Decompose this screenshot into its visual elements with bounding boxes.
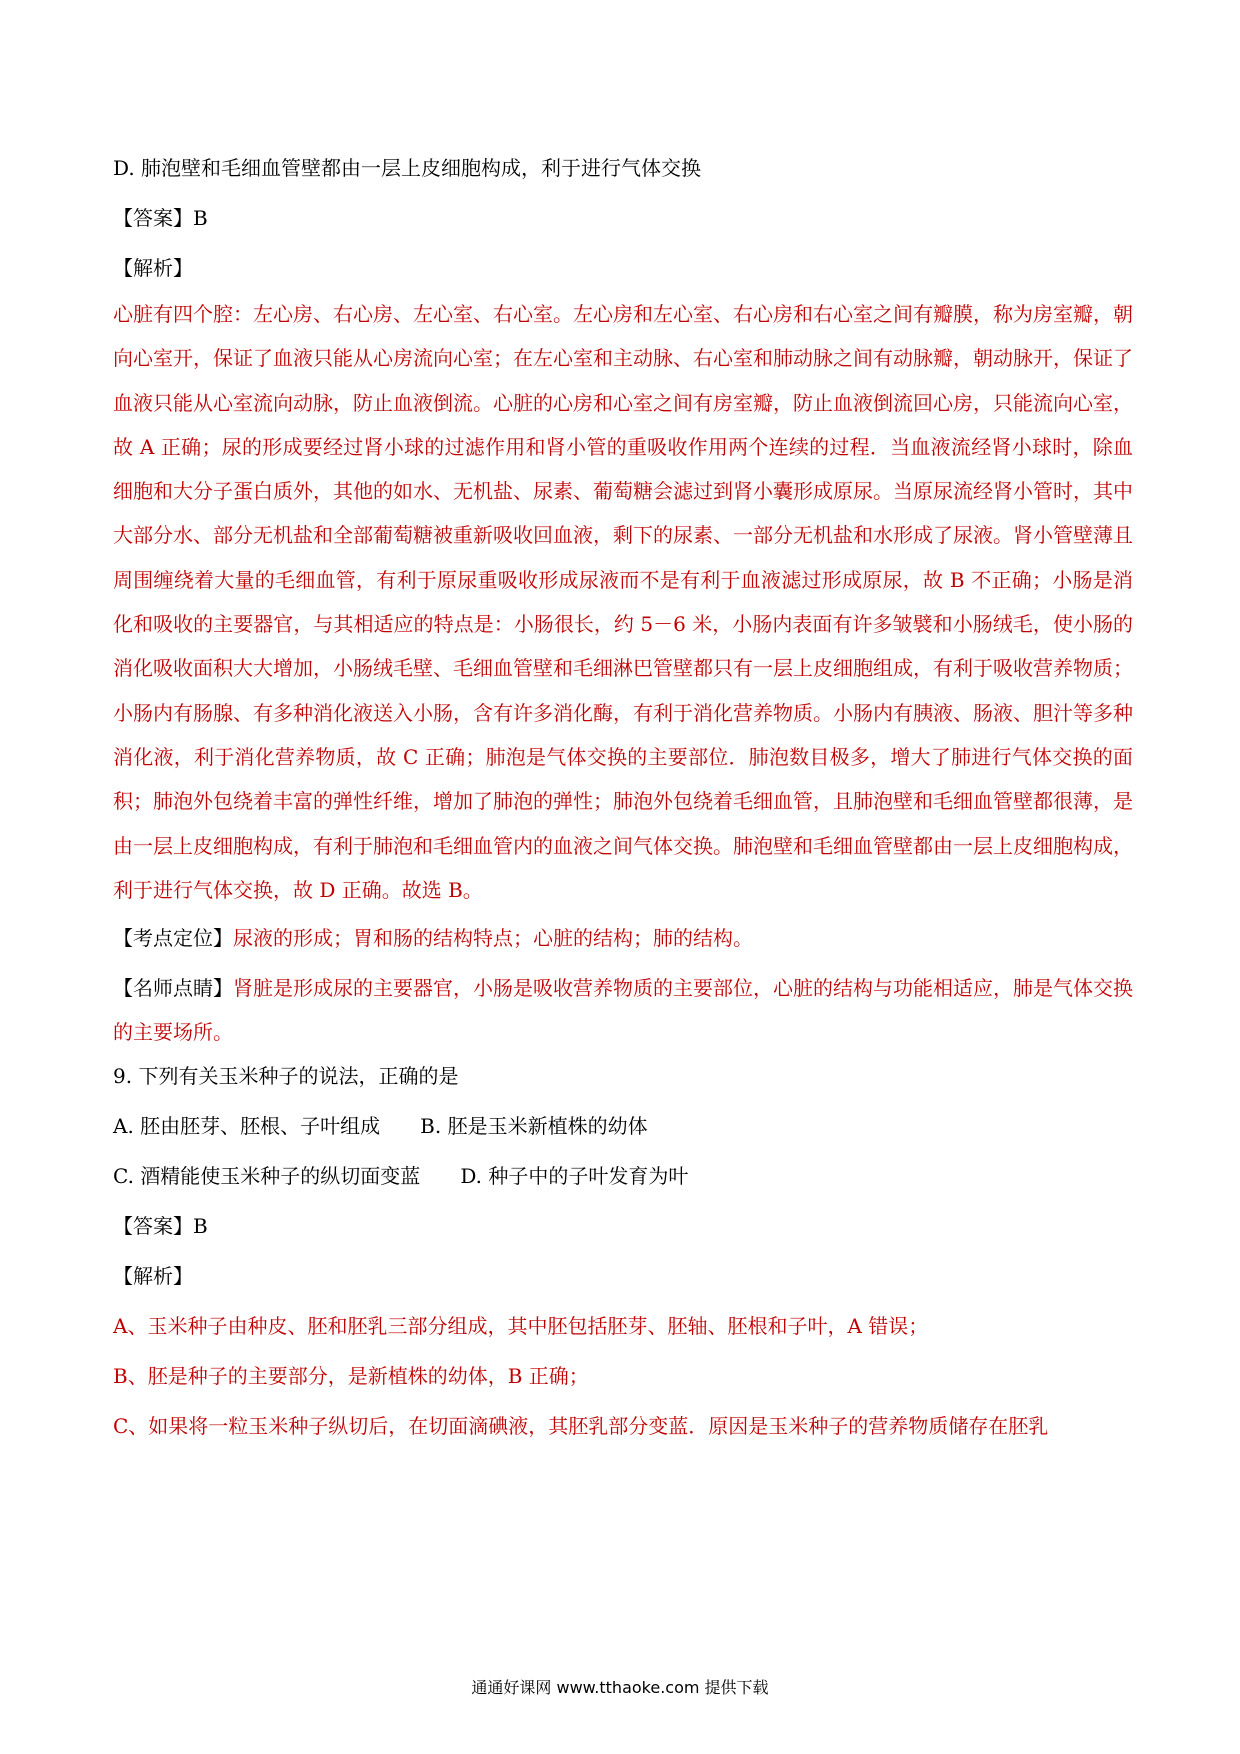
q8-keypoint-text: 尿液的形成；胃和肠的结构特点；心脏的结构；肺的结构。 — [233, 926, 753, 951]
q9-option-b: B. 胚是玉米新植株的幼体 — [420, 1114, 648, 1139]
q9-analysis-c: C、如果将一粒玉米种子纵切后，在切面滴碘液，其胚乳部分变蓝．原因是玉米种子的营养物质储存在胚乳 — [113, 1414, 1049, 1439]
q9-option-d: D. 种子中的子叶发育为叶 — [460, 1164, 689, 1189]
q8-answer-value: B — [193, 206, 208, 230]
q9-options-row-1 — [113, 1114, 1133, 1138]
q9-answer — [113, 1214, 1133, 1238]
q9-option-c: C. 酒精能使玉米种子的纵切面变蓝 — [113, 1164, 421, 1189]
q9-analysis-label: 【解析】 — [113, 1264, 193, 1289]
q8-analysis-label: 【解析】 — [113, 256, 193, 280]
page-content — [113, 156, 1133, 1464]
q8-answer — [113, 206, 1133, 230]
q9-analysis-a: A、玉米种子由种皮、胚和胚乳三部分组成，其中胚包括胚芽、胚轴、胚根和子叶，A 错误； — [113, 1314, 929, 1339]
q8-tip-text: 肾脏是形成尿的主要器官，小肠是吸收营养物质的主要部位，心脏的结构与功能相适应，肺是气体交换的主要场所。 — [113, 976, 1133, 1045]
q9-analysis-b: B、胚是种子的主要部分，是新植株的幼体，B 正确； — [113, 1364, 589, 1389]
q8-tip-label: 【名师点睛】 — [113, 976, 233, 1001]
q9-option-a: A. 胚由胚芽、胚根、子叶组成 — [113, 1114, 381, 1139]
q8-answer-label: 【答案】 — [113, 206, 193, 230]
q9-answer-value: B — [193, 1214, 208, 1239]
q8-tip — [113, 966, 1133, 1054]
q8-keypoint-label: 【考点定位】 — [113, 926, 233, 951]
page-footer: 通通好课网 www.tthaoke.com 提供下载 — [471, 1678, 769, 1697]
q9-question: 9. 下列有关玉米种子的说法，正确的是 — [113, 1064, 459, 1089]
q8-analysis-text: 心脏有四个腔：左心房、右心房、左心室、右心室。左心房和左心室、右心房和右心室之间有瓣膜，称为房室瓣，朝向心室开，保证了血液只能从心房流向心室；在左心室和主动脉、右心室和肺动脉之间有动脉瓣，朝动脉开，保证了血液只能从心室流向动脉，防止血液倒流。心脏的心房和心室之间有房室瓣，防止血液倒流回心房，只能流向心室，故 A 正确；尿的形成要经过肾小球的过滤作用和肾小管的重吸收作用两个连续的过程．当血液流经肾小球时，除血细胞和大分子蛋白质外，其他的如水、无机盐、尿素、葡萄糖会滤过到肾小囊形成原尿。当原尿流经肾小管时，其中大部分水、部分无机盐和全部葡萄糖被重新吸收回血液，剩下的尿素、一部分无机盐和水形成了尿液。肾小管壁薄且周围缠绕着大量的毛细血管，有利于原尿重吸收形成尿液而不是有利于血液滤过形成原尿，故 B 不正确；小肠是消化和吸收的主要器官，与其相适应的特点是：小肠很长，约 5－6 米，小肠内表面有许多皱襞和小肠绒毛，使小肠的消化吸收面积大大增加，小肠绒毛壁、毛细血管壁和毛细淋巴管壁都只有一层上皮细胞组成，有利于吸收营养物质；小肠内有肠腺、有多种消化液送入小肠，含有许多消化酶，有利于消化营养物质。小肠内有胰液、肠液、胆汁等多种消化液，利于消化营养物质，故 C 正确；肺泡是气体交换的主要部位．肺泡数目极多，增大了肺进行气体交换的面积；肺泡外包绕着丰富的弹性纤维，增加了肺泡的弹性；肺泡外包绕着毛细血管，且肺泡壁和毛细血管壁都很薄，是由一层上皮细胞构成，有利于肺泡和毛细血管内的血液之间气体交换。肺泡壁和毛细血管壁都由一层上皮细胞构成，利于进行气体交换，故 D 正确。故选 B。 — [113, 302, 1133, 902]
q9-answer-label: 【答案】 — [113, 1214, 193, 1239]
q9-options-row-2 — [113, 1164, 1133, 1188]
q8-option-d: D. 肺泡壁和毛细血管壁都由一层上皮细胞构成，利于进行气体交换 — [113, 156, 702, 180]
q8-keypoint — [113, 926, 1133, 950]
